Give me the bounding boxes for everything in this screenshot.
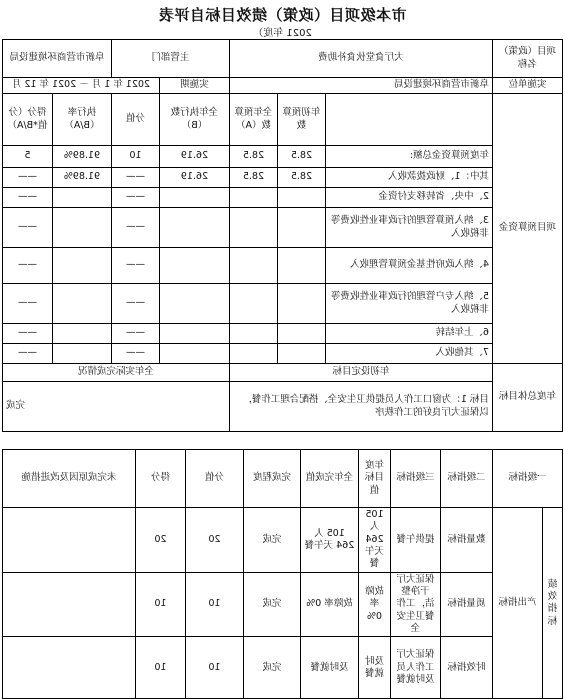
budget-header-annual: 年初预算数 xyxy=(278,94,326,146)
dept-value: 阜新市营商环境建设局 xyxy=(2,40,111,78)
ind-l3: 保证大厅工作人员及时就餐 xyxy=(390,637,440,699)
budget-weight: —— xyxy=(111,324,159,344)
project-name-value: 大厅食堂伙食补助费 xyxy=(229,40,492,78)
budget-score: 5 xyxy=(2,146,52,168)
ind-l3: 提供午餐 xyxy=(390,508,440,573)
ind-header-actual: 全年完成值 xyxy=(300,450,358,508)
budget-header-full: 全年预算数（A） xyxy=(229,94,277,146)
budget-row xyxy=(2,344,562,364)
budget-row xyxy=(2,146,562,168)
budget-score: —— xyxy=(2,188,52,208)
budget-row xyxy=(2,168,562,188)
budget-exec xyxy=(159,324,229,344)
ind-header-l3: 三级指标 xyxy=(390,450,440,508)
ind-l3: 保证大厅干净整洁，工作餐卫生安全 xyxy=(390,572,440,637)
budget-header-score: 得分（分值*B/A） xyxy=(2,94,52,146)
dept-label: 主管部门 xyxy=(111,40,229,78)
budget-rate xyxy=(52,344,111,364)
budget-weight: —— xyxy=(111,208,159,248)
ind-actual: 105 人 264 天午餐 xyxy=(300,508,358,573)
budget-rate xyxy=(52,248,111,284)
budget-annual: 28.5 xyxy=(278,146,326,168)
budget-full: 28.5 xyxy=(229,146,277,168)
budget-row xyxy=(2,324,562,344)
ind-header-weight: 分值 xyxy=(185,450,243,508)
budget-exec xyxy=(159,284,229,324)
budget-row xyxy=(2,248,562,284)
budget-weight: —— xyxy=(111,248,159,284)
budget-header-blank xyxy=(326,94,493,146)
ind-l2: 质量指标 xyxy=(440,572,492,637)
budget-full: 28.5 xyxy=(229,168,277,188)
budget-row-label: 4、纳入政府性基金预算管理收入 xyxy=(326,248,493,284)
impl-unit-label: 实施单位 xyxy=(493,78,563,94)
budget-row-label: 7、其他收入 xyxy=(326,344,493,364)
goals-initial-label: 年初设定目标 xyxy=(229,364,492,382)
ind-status: 完成 xyxy=(243,572,300,637)
budget-rate xyxy=(52,188,111,208)
budget-annual xyxy=(278,188,326,208)
ind-header-l2: 二级指标 xyxy=(440,450,492,508)
ind-score: 10 xyxy=(135,637,185,699)
ind-reason xyxy=(2,508,135,573)
budget-row-label: 2、中央、省转移支付资金 xyxy=(326,188,493,208)
budget-row xyxy=(2,208,562,248)
ind-reason xyxy=(2,572,135,637)
budget-annual xyxy=(278,208,326,248)
ind-target: 及时就餐 xyxy=(358,637,390,699)
budget-annual xyxy=(278,324,326,344)
budget-row-label: 3、纳入预算管理的行政事业性收费等非税收入 xyxy=(326,208,493,248)
budget-weight: —— xyxy=(111,284,159,324)
page-subtitle: 2021 年度） xyxy=(253,28,312,39)
budget-annual xyxy=(278,344,326,364)
budget-row-label: 5、纳入专户管理的行政事业性收费等非税收入 xyxy=(326,284,493,324)
ind-status: 完成 xyxy=(243,637,300,699)
budget-rate xyxy=(52,324,111,344)
ind-header-status: 完成程度 xyxy=(243,450,300,508)
goals-initial-text: 目标 1：为窗口工作人员提供卫生安全、搭配合理工作餐，以保证大厅良好的工作秩序 xyxy=(229,382,492,432)
budget-header-weight: 分值 xyxy=(111,94,159,146)
impl-period-value: 2021 年 1 月 － 2021 年 12 月 xyxy=(2,78,159,94)
budget-score: —— xyxy=(2,248,52,284)
ind-weight: 10 xyxy=(185,637,243,699)
budget-score: —— xyxy=(2,284,52,324)
budget-exec xyxy=(159,208,229,248)
budget-row-label: 年度预算资金总额: xyxy=(326,146,493,168)
impl-unit-value: 阜新市营商环境建设局 xyxy=(229,78,492,94)
budget-full xyxy=(229,324,277,344)
goals-section-label: 年度总体目标 xyxy=(493,364,563,432)
budget-exec xyxy=(159,188,229,208)
indicator-row xyxy=(2,572,562,637)
budget-row-label: 其中：1、财政拨款收入 xyxy=(326,168,493,188)
budget-header-rate: 执行率（B/A） xyxy=(52,94,111,146)
budget-exec xyxy=(159,344,229,364)
budget-full xyxy=(229,248,277,284)
ind-l2: 数量指标 xyxy=(440,508,492,573)
budget-exec: 26.19 xyxy=(159,146,229,168)
ind-header-score: 得分 xyxy=(135,450,185,508)
ind-header-target: 年度目标值 xyxy=(358,450,390,508)
budget-full xyxy=(229,188,277,208)
budget-rate xyxy=(52,208,111,248)
indicator-row xyxy=(2,637,562,699)
ind-target: 故障率 0% xyxy=(358,572,390,637)
budget-weight: —— xyxy=(111,188,159,208)
output-indicator-label: 产出指标 xyxy=(492,508,542,699)
budget-row xyxy=(2,188,562,208)
self-evaluation-table xyxy=(2,39,563,432)
ind-score: 20 xyxy=(135,508,185,573)
ind-weight: 20 xyxy=(185,508,243,573)
ind-header-l1: 一级指标 xyxy=(492,450,562,508)
budget-annual xyxy=(278,248,326,284)
indicator-table xyxy=(2,449,563,699)
impl-period-label: 实施期 xyxy=(159,78,229,94)
indicator-group-label: 绩效指标 xyxy=(543,508,563,699)
ind-status: 完成 xyxy=(243,508,300,573)
budget-exec: 26.19 xyxy=(159,168,229,188)
budget-score: —— xyxy=(2,208,52,248)
project-name-label: 项目（政策）名称 xyxy=(493,40,563,78)
budget-exec xyxy=(159,248,229,284)
ind-actual: 及时就餐 xyxy=(300,637,358,699)
goals-actual-label: 全年实际完成情况 xyxy=(2,364,229,382)
ind-weight: 10 xyxy=(185,572,243,637)
budget-score: —— xyxy=(2,324,52,344)
budget-weight: 10 xyxy=(111,146,159,168)
budget-section-label: 项目预算资金 xyxy=(493,94,563,364)
budget-header-exec: 全年执行数（B） xyxy=(159,94,229,146)
ind-l2: 时效指标 xyxy=(440,637,492,699)
budget-rate xyxy=(52,284,111,324)
ind-target: 105 人 264 天午餐 xyxy=(358,508,390,573)
ind-reason xyxy=(2,637,135,699)
budget-score: —— xyxy=(2,168,52,188)
budget-rate: 91.89% xyxy=(52,146,111,168)
budget-row xyxy=(2,284,562,324)
budget-row-label: 6、上年结转 xyxy=(326,324,493,344)
page-title: 市本级项目（政策）绩效目标自评表 xyxy=(158,6,407,24)
budget-weight: —— xyxy=(111,168,159,188)
budget-weight: —— xyxy=(111,344,159,364)
ind-actual: 故障率 0% xyxy=(300,572,358,637)
budget-score: —— xyxy=(2,344,52,364)
budget-full xyxy=(229,344,277,364)
budget-rate: 91.89% xyxy=(52,168,111,188)
budget-full xyxy=(229,208,277,248)
ind-score: 10 xyxy=(135,572,185,637)
budget-full xyxy=(229,284,277,324)
budget-annual xyxy=(278,284,326,324)
goals-actual-text: 完成 xyxy=(2,382,229,432)
ind-header-reason: 未完成原因及改进措施 xyxy=(2,450,135,508)
budget-annual: 28.5 xyxy=(278,168,326,188)
indicator-row xyxy=(2,508,562,573)
